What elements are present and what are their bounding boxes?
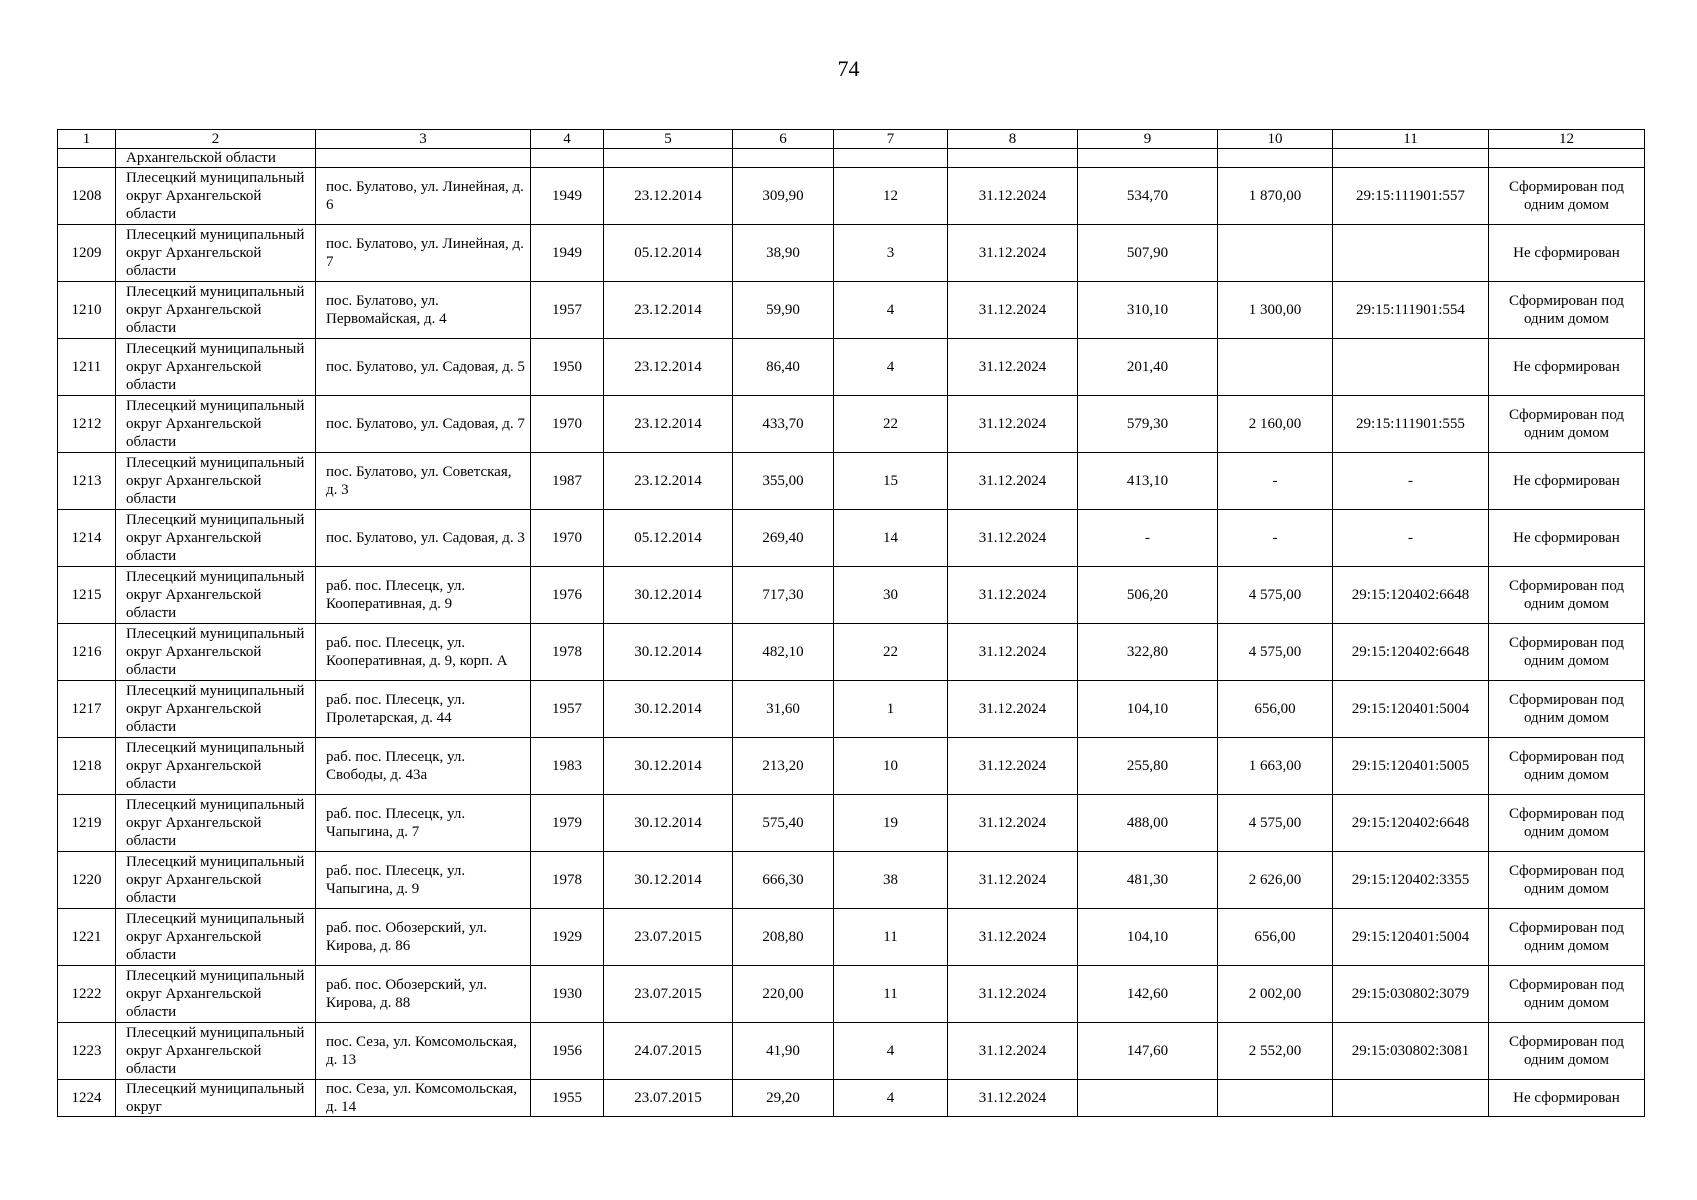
table-row [58,168,1645,225]
area-cell: 717,30 [733,567,834,624]
deadline-cell: 31.12.2024 [948,738,1078,795]
deadline-cell: 31.12.2024 [948,1023,1078,1080]
year-built-cell: 1929 [531,909,604,966]
table-row [58,453,1645,510]
address-cell: пос. Булатово, ул. Линейная, д. 6 [316,168,531,225]
address-cell: пос. Сеза, ул. Комсомольская, д. 14 [316,1080,531,1117]
deadline-cell: 31.12.2024 [948,567,1078,624]
table-row [58,852,1645,909]
address-cell: раб. пос. Обозерский, ул. Кирова, д. 88 [316,966,531,1023]
residents-cell: 14 [834,510,948,567]
municipality-cell: Плесецкий муниципальный округ Архангельской области [116,681,316,738]
year-built-cell: 1978 [531,624,604,681]
cadastral-number-cell: - [1333,453,1489,510]
date-cell: 30.12.2014 [604,852,733,909]
column-9-cell: - [1078,510,1218,567]
address-cell: раб. пос. Плесецк, ул. Чапыгина, д. 7 [316,795,531,852]
area-cell: 38,90 [733,225,834,282]
status-cell: Сформирован под одним домом [1489,282,1645,339]
column-9-cell: 534,70 [1078,168,1218,225]
table-row [58,396,1645,453]
column-header: 4 [531,130,604,149]
table-row [58,510,1645,567]
table-row [58,339,1645,396]
address-cell: пос. Булатово, ул. Первомайская, д. 4 [316,282,531,339]
date-cell: 23.12.2014 [604,339,733,396]
date-cell: 23.07.2015 [604,966,733,1023]
address-cell: пос. Булатово, ул. Садовая, д. 7 [316,396,531,453]
table-row [58,795,1645,852]
table-row [58,1080,1645,1117]
residents-cell: 19 [834,795,948,852]
municipality-cell: Плесецкий муниципальный округ Архангельской области [116,1023,316,1080]
cadastral-number-cell: 29:15:030802:3079 [1333,966,1489,1023]
residents-cell: 15 [834,453,948,510]
row-number-cell: 1211 [58,339,116,396]
column-number-row [58,130,1645,149]
column-header: 5 [604,130,733,149]
status-cell: Сформирован под одним домом [1489,681,1645,738]
address-cell: раб. пос. Плесецк, ул. Свободы, д. 43а [316,738,531,795]
area-cell: 575,40 [733,795,834,852]
empty-cell [1078,149,1218,168]
residents-cell: 11 [834,909,948,966]
residents-cell: 30 [834,567,948,624]
status-cell: Сформирован под одним домом [1489,852,1645,909]
municipality-cell: Плесецкий муниципальный округ Архангельской области [116,225,316,282]
municipality-cell: Плесецкий муниципальный округ Архангельской области [116,624,316,681]
address-cell: пос. Булатово, ул. Садовая, д. 5 [316,339,531,396]
status-cell: Не сформирован [1489,453,1645,510]
row-number-cell: 1222 [58,966,116,1023]
column-10-cell [1218,1080,1333,1117]
address-cell: раб. пос. Плесецк, ул. Пролетарская, д. 44 [316,681,531,738]
deadline-cell: 31.12.2024 [948,282,1078,339]
municipality-cell: Плесецкий муниципальный округ Архангельской области [116,738,316,795]
year-built-cell: 1930 [531,966,604,1023]
status-cell: Сформирован под одним домом [1489,168,1645,225]
cadastral-number-cell: 29:15:111901:557 [1333,168,1489,225]
cadastral-number-cell: 29:15:111901:555 [1333,396,1489,453]
date-cell: 05.12.2014 [604,225,733,282]
area-cell: 220,00 [733,966,834,1023]
residents-cell: 22 [834,396,948,453]
year-built-cell: 1957 [531,681,604,738]
column-9-cell: 579,30 [1078,396,1218,453]
deadline-cell: 31.12.2024 [948,225,1078,282]
year-built-cell: 1956 [531,1023,604,1080]
row-number-cell: 1212 [58,396,116,453]
date-cell: 23.12.2014 [604,453,733,510]
date-cell: 23.12.2014 [604,168,733,225]
cadastral-number-cell: 29:15:120401:5004 [1333,681,1489,738]
residents-cell: 4 [834,1023,948,1080]
column-9-cell: 104,10 [1078,909,1218,966]
row-number-cell: 1217 [58,681,116,738]
row-number-cell: 1224 [58,1080,116,1117]
column-10-cell: 1 300,00 [1218,282,1333,339]
column-header: 10 [1218,130,1333,149]
column-9-cell: 507,90 [1078,225,1218,282]
residents-cell: 10 [834,738,948,795]
continuation-row [58,149,1645,168]
year-built-cell: 1983 [531,738,604,795]
deadline-cell: 31.12.2024 [948,339,1078,396]
residents-cell: 22 [834,624,948,681]
cadastral-number-cell: 29:15:030802:3081 [1333,1023,1489,1080]
column-header: 3 [316,130,531,149]
residents-cell: 4 [834,282,948,339]
deadline-cell: 31.12.2024 [948,909,1078,966]
cadastral-number-cell: 29:15:120402:6648 [1333,624,1489,681]
column-9-cell: 104,10 [1078,681,1218,738]
column-header: 7 [834,130,948,149]
area-cell: 31,60 [733,681,834,738]
deadline-cell: 31.12.2024 [948,624,1078,681]
row-number-cell: 1215 [58,567,116,624]
area-cell: 213,20 [733,738,834,795]
cadastral-number-cell: 29:15:120402:6648 [1333,567,1489,624]
date-cell: 24.07.2015 [604,1023,733,1080]
cadastral-number-cell: 29:15:120402:6648 [1333,795,1489,852]
address-cell: раб. пос. Плесецк, ул. Кооперативная, д. 9 [316,567,531,624]
column-9-cell [1078,1080,1218,1117]
table-body [58,130,1645,1117]
status-cell: Сформирован под одним домом [1489,966,1645,1023]
date-cell: 30.12.2014 [604,738,733,795]
year-built-cell: 1987 [531,453,604,510]
municipality-cell: Плесецкий муниципальный округ Архангельской области [116,396,316,453]
municipality-cell: Плесецкий муниципальный округ Архангельской области [116,510,316,567]
date-cell: 30.12.2014 [604,567,733,624]
table-row [58,966,1645,1023]
column-10-cell: - [1218,510,1333,567]
date-cell: 05.12.2014 [604,510,733,567]
status-cell: Сформирован под одним домом [1489,795,1645,852]
status-cell: Сформирован под одним домом [1489,567,1645,624]
deadline-cell: 31.12.2024 [948,795,1078,852]
status-cell: Не сформирован [1489,510,1645,567]
cadastral-number-cell [1333,225,1489,282]
row-number-cell: 1213 [58,453,116,510]
year-built-cell: 1949 [531,225,604,282]
status-cell: Сформирован под одним домом [1489,396,1645,453]
column-10-cell [1218,225,1333,282]
table-row [58,225,1645,282]
row-number-cell: 1219 [58,795,116,852]
residents-cell: 4 [834,1080,948,1117]
column-10-cell: 1 663,00 [1218,738,1333,795]
table-row [58,681,1645,738]
empty-cell [733,149,834,168]
column-10-cell: 2 552,00 [1218,1023,1333,1080]
residents-cell: 4 [834,339,948,396]
column-header: 12 [1489,130,1645,149]
column-10-cell: 4 575,00 [1218,795,1333,852]
year-built-cell: 1949 [531,168,604,225]
row-number-cell: 1214 [58,510,116,567]
address-cell: пос. Булатово, ул. Линейная, д. 7 [316,225,531,282]
row-number-cell: 1216 [58,624,116,681]
empty-cell [1218,149,1333,168]
residents-cell: 11 [834,966,948,1023]
column-9-cell: 142,60 [1078,966,1218,1023]
municipality-cell: Плесецкий муниципальный округ Архангельской области [116,795,316,852]
deadline-cell: 31.12.2024 [948,168,1078,225]
status-cell: Сформирован под одним домом [1489,1023,1645,1080]
area-cell: 433,70 [733,396,834,453]
continuation-cell: Архангельской области [116,149,316,168]
column-9-cell: 488,00 [1078,795,1218,852]
column-10-cell: - [1218,453,1333,510]
column-header: 9 [1078,130,1218,149]
municipality-cell: Плесецкий муниципальный округ Архангельской области [116,339,316,396]
table-row [58,909,1645,966]
table-row [58,567,1645,624]
date-cell: 23.12.2014 [604,396,733,453]
date-cell: 23.12.2014 [604,282,733,339]
row-number-cell: 1210 [58,282,116,339]
residents-cell: 1 [834,681,948,738]
cadastral-number-cell [1333,1080,1489,1117]
row-number-cell: 1221 [58,909,116,966]
deadline-cell: 31.12.2024 [948,852,1078,909]
date-cell: 30.12.2014 [604,795,733,852]
address-cell: раб. пос. Обозерский, ул. Кирова, д. 86 [316,909,531,966]
column-9-cell: 481,30 [1078,852,1218,909]
municipality-cell: Плесецкий муниципальный округ Архангельской области [116,909,316,966]
municipality-cell: Плесецкий муниципальный округ Архангельской области [116,567,316,624]
empty-cell [834,149,948,168]
municipality-cell: Плесецкий муниципальный округ Архангельской области [116,966,316,1023]
column-9-cell: 506,20 [1078,567,1218,624]
date-cell: 23.07.2015 [604,909,733,966]
column-header: 2 [116,130,316,149]
year-built-cell: 1950 [531,339,604,396]
municipality-cell: Плесецкий муниципальный округ [116,1080,316,1117]
empty-cell [1333,149,1489,168]
row-number-cell: 1208 [58,168,116,225]
table-row [58,624,1645,681]
column-10-cell: 2 626,00 [1218,852,1333,909]
row-number-cell: 1218 [58,738,116,795]
column-9-cell: 310,10 [1078,282,1218,339]
status-cell: Не сформирован [1489,1080,1645,1117]
date-cell: 23.07.2015 [604,1080,733,1117]
column-header: 6 [733,130,834,149]
year-built-cell: 1957 [531,282,604,339]
column-9-cell: 413,10 [1078,453,1218,510]
column-header: 11 [1333,130,1489,149]
status-cell: Не сформирован [1489,339,1645,396]
table-row [58,738,1645,795]
column-9-cell: 255,80 [1078,738,1218,795]
column-10-cell [1218,339,1333,396]
year-built-cell: 1970 [531,510,604,567]
column-10-cell: 2 160,00 [1218,396,1333,453]
area-cell: 86,40 [733,339,834,396]
column-9-cell: 322,80 [1078,624,1218,681]
cadastral-number-cell: 29:15:111901:554 [1333,282,1489,339]
area-cell: 208,80 [733,909,834,966]
cadastral-number-cell: 29:15:120401:5005 [1333,738,1489,795]
deadline-cell: 31.12.2024 [948,966,1078,1023]
column-10-cell: 1 870,00 [1218,168,1333,225]
empty-cell [531,149,604,168]
cadastral-number-cell: 29:15:120401:5004 [1333,909,1489,966]
empty-cell [948,149,1078,168]
page-number: 74 [837,56,860,81]
year-built-cell: 1979 [531,795,604,852]
municipality-cell: Плесецкий муниципальный округ Архангельской области [116,282,316,339]
deadline-cell: 31.12.2024 [948,510,1078,567]
area-cell: 482,10 [733,624,834,681]
year-built-cell: 1970 [531,396,604,453]
column-10-cell: 2 002,00 [1218,966,1333,1023]
row-number-cell: 1220 [58,852,116,909]
address-cell: раб. пос. Плесецк, ул. Кооперативная, д. 9, корп. А [316,624,531,681]
column-9-cell: 147,60 [1078,1023,1218,1080]
residents-cell: 12 [834,168,948,225]
address-cell: пос. Булатово, ул. Советская, д. 3 [316,453,531,510]
empty-cell [58,149,116,168]
column-10-cell: 4 575,00 [1218,567,1333,624]
area-cell: 269,40 [733,510,834,567]
year-built-cell: 1955 [531,1080,604,1117]
date-cell: 30.12.2014 [604,681,733,738]
address-cell: пос. Сеза, ул. Комсомольская, д. 13 [316,1023,531,1080]
area-cell: 59,90 [733,282,834,339]
residents-cell: 38 [834,852,948,909]
municipality-cell: Плесецкий муниципальный округ Архангельской области [116,453,316,510]
empty-cell [604,149,733,168]
status-cell: Не сформирован [1489,225,1645,282]
address-cell: пос. Булатово, ул. Садовая, д. 3 [316,510,531,567]
area-cell: 41,90 [733,1023,834,1080]
year-built-cell: 1978 [531,852,604,909]
date-cell: 30.12.2014 [604,624,733,681]
deadline-cell: 31.12.2024 [948,681,1078,738]
cadastral-number-cell: 29:15:120402:3355 [1333,852,1489,909]
deadline-cell: 31.12.2024 [948,1080,1078,1117]
year-built-cell: 1976 [531,567,604,624]
status-cell: Сформирован под одним домом [1489,738,1645,795]
municipality-cell: Плесецкий муниципальный округ Архангельской области [116,168,316,225]
area-cell: 29,20 [733,1080,834,1117]
area-cell: 309,90 [733,168,834,225]
area-cell: 355,00 [733,453,834,510]
municipality-cell: Плесецкий муниципальный округ Архангельской области [116,852,316,909]
column-10-cell: 4 575,00 [1218,624,1333,681]
status-cell: Сформирован под одним домом [1489,909,1645,966]
empty-cell [316,149,531,168]
address-cell: раб. пос. Плесецк, ул. Чапыгина, д. 9 [316,852,531,909]
column-9-cell: 201,40 [1078,339,1218,396]
column-header: 8 [948,130,1078,149]
empty-cell [1489,149,1645,168]
status-cell: Сформирован под одним домом [1489,624,1645,681]
cadastral-number-cell [1333,339,1489,396]
deadline-cell: 31.12.2024 [948,396,1078,453]
column-10-cell: 656,00 [1218,681,1333,738]
deadline-cell: 31.12.2024 [948,453,1078,510]
table-row [58,282,1645,339]
table-row [58,1023,1645,1080]
area-cell: 666,30 [733,852,834,909]
cadastral-number-cell: - [1333,510,1489,567]
residents-cell: 3 [834,225,948,282]
row-number-cell: 1209 [58,225,116,282]
housing-registry-table [57,129,1645,1117]
column-header: 1 [58,130,116,149]
row-number-cell: 1223 [58,1023,116,1080]
column-10-cell: 656,00 [1218,909,1333,966]
